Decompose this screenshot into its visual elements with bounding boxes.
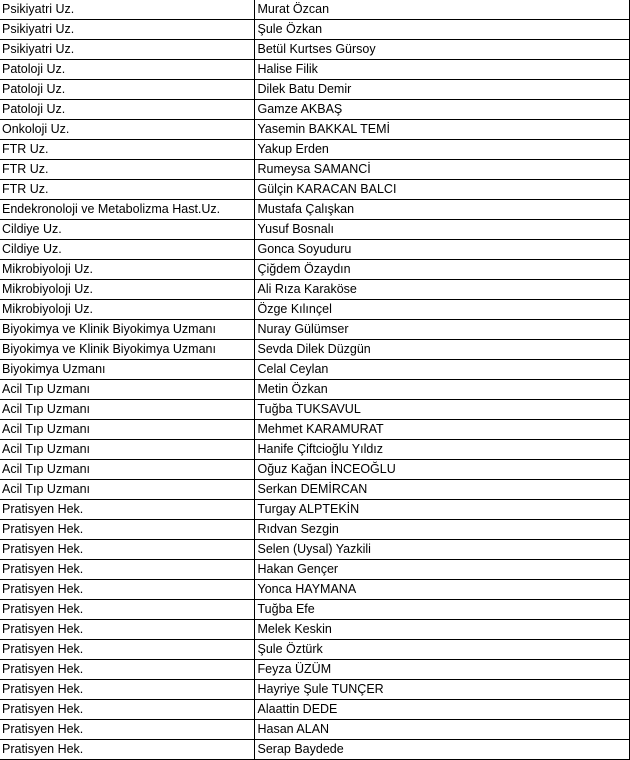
doctor-name-cell: Betül Kurtses Gürsoy: [254, 40, 629, 60]
specialty-cell: Biyokimya Uzmanı: [0, 360, 254, 380]
specialty-cell: Patoloji Uz.: [0, 100, 254, 120]
specialty-cell: Pratisyen Hek.: [0, 720, 254, 740]
specialty-cell: Pratisyen Hek.: [0, 540, 254, 560]
specialty-cell: Acil Tıp Uzmanı: [0, 380, 254, 400]
table-row: [0, 0, 629, 20]
specialty-cell: Mikrobiyoloji Uz.: [0, 300, 254, 320]
table-row: [0, 740, 629, 760]
specialty-cell: Pratisyen Hek.: [0, 620, 254, 640]
specialty-cell: Acil Tıp Uzmanı: [0, 460, 254, 480]
doctor-name-cell: Şule Özkan: [254, 20, 629, 40]
doctor-name-cell: Yusuf Bosnalı: [254, 220, 629, 240]
specialty-cell: Patoloji Uz.: [0, 60, 254, 80]
doctor-name-cell: Ali Rıza Karaköse: [254, 280, 629, 300]
doctor-name-cell: Nuray Gülümser: [254, 320, 629, 340]
doctor-name-cell: Feyza ÜZÜM: [254, 660, 629, 680]
table-row: [0, 20, 629, 40]
table-row: [0, 260, 629, 280]
table-row: [0, 360, 629, 380]
table-row: [0, 460, 629, 480]
doctor-name-cell: Hanife Çiftcioğlu Yıldız: [254, 440, 629, 460]
table-row: [0, 400, 629, 420]
doctor-name-cell: Yakup Erden: [254, 140, 629, 160]
doctor-name-cell: Gonca Soyuduru: [254, 240, 629, 260]
doctor-name-cell: Alaattin DEDE: [254, 700, 629, 720]
table-row: [0, 600, 629, 620]
specialty-cell: Psikiyatri Uz.: [0, 20, 254, 40]
table-row: [0, 60, 629, 80]
specialty-cell: Pratisyen Hek.: [0, 740, 254, 760]
doctor-name-cell: Şule Öztürk: [254, 640, 629, 660]
specialty-cell: Pratisyen Hek.: [0, 600, 254, 620]
table-row: [0, 140, 629, 160]
doctor-name-cell: Yonca HAYMANA: [254, 580, 629, 600]
specialty-cell: Psikiyatri Uz.: [0, 40, 254, 60]
table-row: [0, 580, 629, 600]
table-row: [0, 40, 629, 60]
table-row: [0, 220, 629, 240]
specialty-cell: Mikrobiyoloji Uz.: [0, 280, 254, 300]
specialty-cell: FTR Uz.: [0, 140, 254, 160]
specialty-cell: Pratisyen Hek.: [0, 660, 254, 680]
specialty-cell: Mikrobiyoloji Uz.: [0, 260, 254, 280]
doctor-name-cell: Turgay ALPTEKİN: [254, 500, 629, 520]
table-row: [0, 160, 629, 180]
table-row: [0, 500, 629, 520]
specialty-cell: Endekronoloji ve Metabolizma Hast.Uz.: [0, 200, 254, 220]
table-row: [0, 640, 629, 660]
table-row: [0, 120, 629, 140]
doctor-name-cell: Melek Keskin: [254, 620, 629, 640]
specialty-cell: Acil Tıp Uzmanı: [0, 420, 254, 440]
table-row: [0, 680, 629, 700]
table-row: [0, 300, 629, 320]
specialty-cell: Acil Tıp Uzmanı: [0, 480, 254, 500]
table-row: [0, 440, 629, 460]
doctor-name-cell: Hakan Gençer: [254, 560, 629, 580]
doctor-name-cell: Murat Özcan: [254, 0, 629, 20]
table-row: [0, 280, 629, 300]
doctor-name-cell: Halise Filik: [254, 60, 629, 80]
doctor-name-cell: Tuğba Efe: [254, 600, 629, 620]
specialty-cell: Pratisyen Hek.: [0, 580, 254, 600]
specialty-cell: Acil Tıp Uzmanı: [0, 400, 254, 420]
doctor-name-cell: Sevda Dilek Düzgün: [254, 340, 629, 360]
doctor-name-cell: Özge Kılınçel: [254, 300, 629, 320]
doctor-name-cell: Tuğba TUKSAVUL: [254, 400, 629, 420]
table-row: [0, 420, 629, 440]
table-row: [0, 660, 629, 680]
specialty-cell: Biyokimya ve Klinik Biyokimya Uzmanı: [0, 340, 254, 360]
doctor-name-cell: Oğuz Kağan İNCEOĞLU: [254, 460, 629, 480]
table-row: [0, 520, 629, 540]
doctor-name-cell: Hayriye Şule TUNÇER: [254, 680, 629, 700]
doctor-name-cell: Gülçin KARACAN BALCI: [254, 180, 629, 200]
doctor-name-cell: Mehmet KARAMURAT: [254, 420, 629, 440]
table-row: [0, 100, 629, 120]
doctor-name-cell: Rumeysa SAMANCİ: [254, 160, 629, 180]
specialty-cell: Pratisyen Hek.: [0, 700, 254, 720]
table-row: [0, 720, 629, 740]
specialty-cell: FTR Uz.: [0, 160, 254, 180]
doctor-name-cell: Mustafa Çalışkan: [254, 200, 629, 220]
doctor-name-cell: Gamze AKBAŞ: [254, 100, 629, 120]
specialty-cell: Psikiyatri Uz.: [0, 0, 254, 20]
specialty-cell: Onkoloji Uz.: [0, 120, 254, 140]
specialty-cell: Patoloji Uz.: [0, 80, 254, 100]
specialty-cell: Cildiye Uz.: [0, 240, 254, 260]
doctor-name-cell: Serkan DEMİRCAN: [254, 480, 629, 500]
table-row: [0, 620, 629, 640]
specialty-cell: Pratisyen Hek.: [0, 560, 254, 580]
doctor-name-cell: Celal Ceylan: [254, 360, 629, 380]
table-row: [0, 320, 629, 340]
specialty-cell: Pratisyen Hek.: [0, 680, 254, 700]
table-row: [0, 480, 629, 500]
table-row: [0, 200, 629, 220]
doctor-name-cell: Dilek Batu Demir: [254, 80, 629, 100]
table-row: [0, 240, 629, 260]
doctor-name-cell: Yasemin BAKKAL TEMİ: [254, 120, 629, 140]
table-row: [0, 80, 629, 100]
specialty-cell: Pratisyen Hek.: [0, 640, 254, 660]
specialty-cell: Pratisyen Hek.: [0, 520, 254, 540]
doctor-name-cell: Rıdvan Sezgin: [254, 520, 629, 540]
specialty-cell: Acil Tıp Uzmanı: [0, 440, 254, 460]
table-row: [0, 700, 629, 720]
specialty-cell: FTR Uz.: [0, 180, 254, 200]
doctor-name-cell: Selen (Uysal) Yazkili: [254, 540, 629, 560]
specialty-cell: Cildiye Uz.: [0, 220, 254, 240]
doctor-name-cell: Hasan ALAN: [254, 720, 629, 740]
table-row: [0, 340, 629, 360]
table-row: [0, 180, 629, 200]
doctor-name-cell: Serap Baydede: [254, 740, 629, 760]
specialty-cell: Biyokimya ve Klinik Biyokimya Uzmanı: [0, 320, 254, 340]
table-row: [0, 380, 629, 400]
table-row: [0, 560, 629, 580]
doctor-name-cell: Çiğdem Özaydın: [254, 260, 629, 280]
table-row: [0, 540, 629, 560]
doctor-name-cell: Metin Özkan: [254, 380, 629, 400]
specialty-cell: Pratisyen Hek.: [0, 500, 254, 520]
